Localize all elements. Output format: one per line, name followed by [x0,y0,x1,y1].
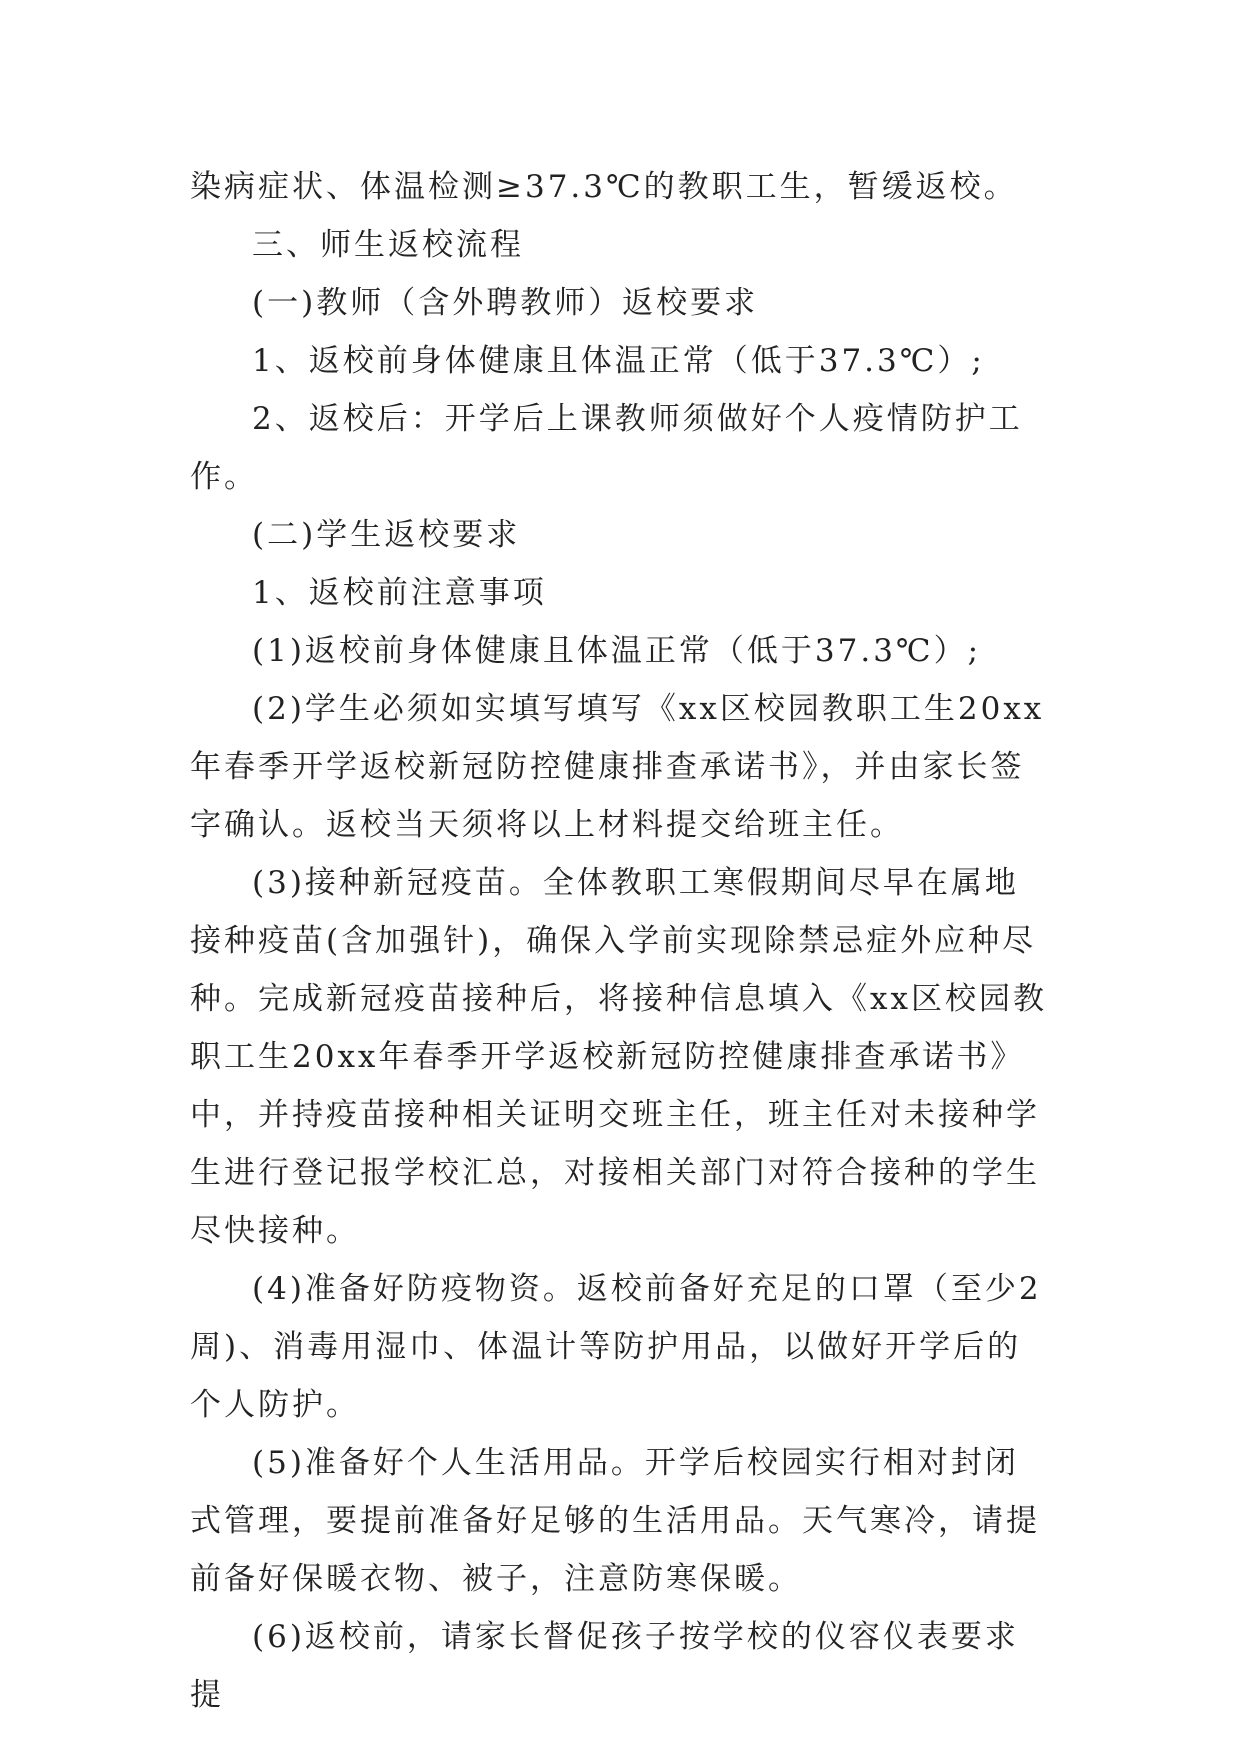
paragraph-student-sub-3: (3)接种新冠疫苗。全体教职工寒假期间尽早在属地接种疫苗(含加强针)，确保入学前实现除禁忌症外应种尽种。完成新冠疫苗接种后，将接种信息填入《xx区校园教职工生20xx年春季开学返校新冠防控健康排查承诺书》中，并持疫苗接种相关证明交班主任，班主任对未接种学生进行登记报学校汇总，对接相关部门对符合接种的学生尽快接种。 [190,865,1047,1249]
paragraph-student-sub-6: (6)返校前，请家长督促孩子按学校的仪容仪表要求提 [190,1619,1019,1713]
paragraph-student-sub-2: (2)学生必须如实填写填写《xx区校园教职工生20xx年春季开学返校新冠防控健康排查承诺书》，并由家长签字确认。返校当天须将以上材料提交给班主任。 [190,691,1045,843]
paragraph-student-sub-5: (5)准备好个人生活用品。开学后校园实行相对封闭式管理，要提前准备好足够的生活用品。天气寒冷，请提前备好保暖衣物、被子，注意防寒保暖。 [190,1445,1040,1597]
subsection-heading-teachers: (一)教师（含外聘教师）返校要求 [252,285,759,321]
paragraph-student-sub-1: (1)返校前身体健康且体温正常（低于37.3℃）; [252,633,982,669]
document-body [190,158,1050,1724]
section-heading-3: 三、师生返校流程 [252,227,524,263]
paragraph-teacher-item-2: 2、返校后：开学后上课教师须做好个人疫情防护工作。 [190,401,1023,495]
paragraph-student-sub-4: (4)准备好防疫物资。返校前备好充足的口罩（至少2周)、消毒用湿巾、体温计等防护用品，以做好开学后的个人防护。 [190,1271,1042,1423]
paragraph-1: 染病症状、体温检测≥37.3℃的教职工生，暂缓返校。 [190,169,1018,205]
paragraph-student-item-1: 1、返校前注意事项 [252,575,547,611]
subsection-heading-students: (二)学生返校要求 [252,517,521,553]
paragraph-teacher-item-1: 1、返校前身体健康且体温正常（低于37.3℃）; [252,343,985,379]
